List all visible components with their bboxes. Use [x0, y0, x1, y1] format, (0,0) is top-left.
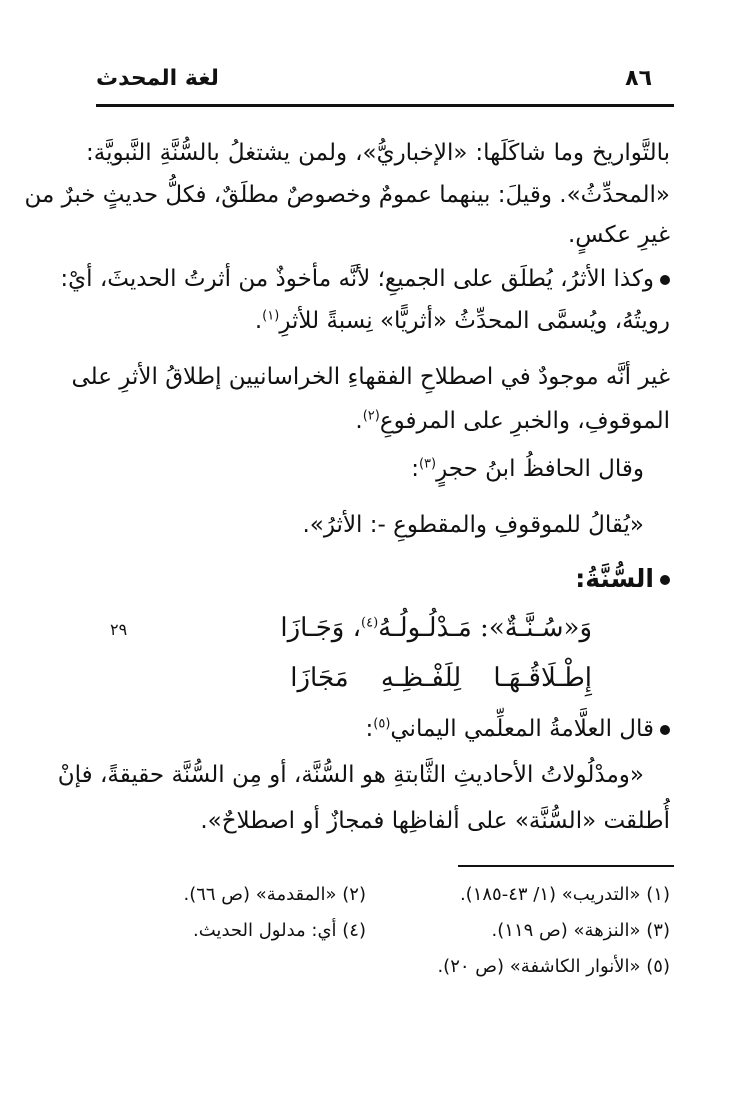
footnote-1: (١) «التدريب» (١/ ٤٣-١٨٥). — [459, 884, 670, 905]
body-line-11: «ومدْلُولاتُ الأحاديثِ الثَّابتةِ هو السُّنَّة، أو مِن السُّنَّة حقيقةً، فإنْ — [57, 762, 644, 788]
body-line-5: رويتُهُ، ويُسمَّى المحدِّثُ «أثريًّا» نِسبةً للأثرِ$^{(١)}$. — [254, 308, 670, 334]
body-line-5-text: رويتُهُ، ويُسمَّى المحدِّثُ «أثريًّا» نِسبةً للأثرِ — [279, 308, 670, 334]
body-line-4-text: وكذا الأثرُ، يُطلَق على الجميعِ؛ لأنَّه مأخوذٌ من أثرتُ الحديثَ، أيْ: — [60, 266, 654, 292]
footnote-mark-3: (٣) — [418, 456, 437, 472]
body-line-8: وقال الحافظُ ابنُ حجرٍ$^{(٣)}$: — [411, 456, 644, 482]
header-rule — [96, 104, 674, 107]
footnote-5: (٥) «الأنوار الكاشفة» (ص ٢٠). — [437, 956, 670, 977]
footnote-mark-1: (١) — [262, 308, 280, 324]
body-line-10-text: قال العلَّامةُ المعلِّمي اليماني — [390, 716, 654, 742]
verse-line-1-b: ، وَجَـازَا — [280, 613, 362, 643]
body-line-8-text: وقال الحافظُ ابنُ حجرٍ — [436, 456, 644, 482]
section-heading-text: السُّنَّةُ: — [575, 564, 654, 593]
body-line-7: الموقوفِ، والخبرِ على المرفوعِ$^{(٢)}$. — [355, 408, 670, 434]
footnote-rule — [458, 865, 674, 867]
footnote-mark-4: (٤) — [361, 615, 379, 631]
verse-line-1 — [280, 610, 592, 646]
body-line-9: «يُقالُ للموقوفِ والمقطوعِ -: الأثرُ». — [302, 512, 644, 538]
footnote-4: (٤) أي: مدلول الحديث. — [193, 920, 366, 941]
footnote-3: (٣) «النزهة» (ص ١١٩). — [491, 920, 670, 941]
body-line-2: «المحدِّثُ». وقيلَ: بينهما عمومٌ وخصوصٌ مطلَقٌ، فكلُّ حديثٍ خبرٌ من — [24, 182, 670, 208]
body-line-6: غير أنَّه موجودٌ في اصطلاحِ الفقهاءِ الخراسانيين إطلاقُ الأثرِ على — [71, 364, 670, 390]
body-line-7-text: الموقوفِ، والخبرِ على المرفوعِ — [379, 408, 670, 434]
body-line-4 — [60, 262, 670, 296]
footnote-mark-5: (٥) — [373, 716, 391, 732]
verse-line-2: إِطْـلَاقُـهَـا لِلَفْـظِـهِ مَجَازَا — [290, 663, 592, 693]
page-number: ٨٦ — [625, 66, 652, 91]
body-line-1: بالتَّواريخ وما شاكَلَها: «الإخباريُّ»، ولمن يشتغلُ بالسُّنَّةِ النَّبويَّة: — [86, 140, 670, 166]
verse-line-1-a: وَ«سُـنَّـةٌ»: مَـدْلُـولُـهُ — [378, 613, 592, 643]
body-line-12: أُطلقت «السُّنَّة» على ألفاظِها فمجازٌ أو اصطلاحٌ». — [200, 808, 670, 834]
running-title: لغة المحدث — [96, 66, 219, 91]
page-header — [96, 66, 674, 100]
section-heading — [86, 562, 670, 596]
footnote-mark-2: (٢) — [362, 408, 380, 424]
body-line-3: غيرِ عكسٍ. — [567, 222, 670, 248]
footnote-2: (٢) «المقدمة» (ص ٦٦). — [183, 884, 366, 905]
verse-number: ٢٩ — [110, 620, 128, 639]
body-line-10: قال العلَّامةُ المعلِّمي اليماني$^{(٥)}$: — [86, 712, 670, 746]
